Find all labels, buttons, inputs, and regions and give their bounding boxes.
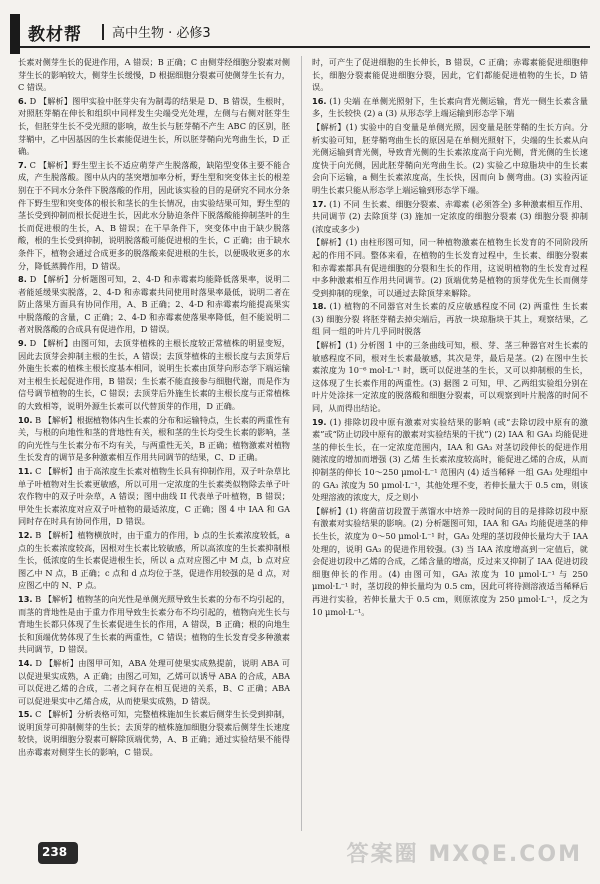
page-header [10,6,590,60]
answer-item [18,337,290,413]
answer-text: C 【解析】野生型主长不适应萌芽产生脱落酸，缺陷型变体主要不能合成，产生脱落酸。图中从内的茎突增加率分析，野生型和突变体主长的根差别在于不同水分条件下脱落酸的作用，因此该实验的目的是研究不同水分条件下野生型和突变体的根长和茎长的生长情况，由实验结果可知，野生型的茎长受到抑制而根长促进生长，因此水分胁迫条件下脱落酸能抑制茎叶的生长而促进根的生长，A、B 错误；在干旱条件下，突变体中由于缺少脱落酸，根的生长受到抑制，说明脱落酸可能促进根的生长，C 正确；由于缺水条件下，植物会通过合成更多的脱落酸来促进根的生长，以便吸收更多的水分，降低蒸腾作用，D 错误。 [18,159,290,271]
column-divider [301,56,302,831]
answer-text: 长素对侧芽生长的促进作用，A 错误；B 正确；C 由侧芽经细胞分裂素对侧芽生长的影响较大，侧芽生长缓慢，D 根据细胞分裂素可使侧芽生长有力，C 错误。 [18,57,290,93]
answer-text: B 【解析】植物横放时，由于重力的作用，b 点的生长素浓度较低，a 点的生长素浓度较高，因根对生长素比较敏感，所以高浓度的生长素抑制根生长，低浓度的生长素促进根生长，所以 a 点对应图乙中 M 点，b 点对应图乙中 N 点，B 正确；c 点和 d 点均位于茎，促进作用较强的是 d 点，对应图乙中的 N、P 点。 [18,529,290,591]
answer-item [18,159,290,272]
question-number: 14. [18,657,33,668]
question-number: 7. [18,159,27,170]
answer-text: C 【解析】分析表格可知，完整植株施加生长素后侧芽生长受到抑制，说明顶芽可抑制侧芽的生长；去顶芽的植株施加细胞分裂素后侧芽生长速度较快，说明细胞分裂素可解除顶端优势，A、B 正确；通过实验结果不能得出赤霉素对侧芽生长的影响，C 错误。 [18,709,290,758]
answer-item [18,273,290,336]
answer-text: B 【解析】植物茎的向光性是单侧光照导致生长素的分布不均引起的，而茎的背地性是由于重力作用导致生长素分布不均引起的，植物向光生长与背地生长都只体现了生长素促进生长的作用，A 错误，B 正确；根的向地生长和顶端优势体现了生长素的两重性，C 错误；植物的生长发育受多种激素共同调节，D 错误。 [18,593,290,655]
answer-item [18,56,290,94]
answer-text: (1) 排除切段中原有激素对实验结果的影响 (或“去除切段中原有的激素”或“防止切段中原有的激素对实验结果的干扰”) (2) IAA 和 GA₃ 均能促进茎的伸长生长，在一定浓度范围内，IAA 和 GA₃ 对茎切段伸长的促进作用随浓度的增加而增强 (3) 乙烯 生长素浓度较高时，能促进乙烯的合成，从而抑制茎的伸长 10～250 μmol·L⁻¹ 范围内 (4) 适当稀释 一组 GA₃ 处理组中的 GA₃ 浓度为 50 μmol·L⁻¹，其他处理不变，若伸长量大于 0.5 cm，则该处理溶液的浓度大，反之则小 [312,416,588,503]
answer-item [312,300,588,338]
header-separator [102,24,104,40]
answer-item [18,657,290,707]
page-footer [20,836,590,872]
answer-text: (1) 不同 生长素、细胞分裂素、赤霉素 (必须答全) 多种激素相互作用、共同调节 (2) 去除顶芽 (3) 施加一定浓度的细胞分裂素 (3) 细胞分裂 抑制 (浓度或多少) [312,198,588,234]
question-number: 11. [18,466,33,476]
question-number: 12. [18,529,33,540]
question-number: 18. [312,301,327,312]
answer-text: D 【解析】由图甲可知，ABA 处理可使果实成熟提前，说明 ABA 可以促进果实成熟，A 正确；由图乙可知，乙烯可以诱导 ABA 的合成，ABA 可以促进乙烯的合成，二者之间存在相互促进的关系，B、C 正确；ABA 可以促进果实中乙烯合成，从而使果实成熟，D 错误。 [18,657,290,706]
answer-text: C 【解析】由于高浓度生长素对植物生长具有抑制作用，双子叶杂草比单子叶植物对生长素更敏感，所以可用一定浓度的生长素类似物除去单子叶农作物中的双子叶杂草，A 错误；图中曲线 II 代表单子叶植物，B 错误；甲处生长素浓度对应双子叶植物的最适浓度，C 正确；图 4 中 IAA 和 GA 同时存在时具有协同作用，D 错误。 [18,466,290,527]
question-number: 8. [18,274,27,285]
header-corner-mark [10,14,20,54]
answer-item [18,529,290,592]
answer-item [18,708,290,758]
answer-text: B 【解析】根据植物体内生长素的分布和运输特点，生长素的两重性有关，与根的向地性和茎的背地性有关，根和茎的生长均受生长素的影响，茎的向光性与生长素分布不均有关，与两重性无关，B 正确；植物激素对植物生长发育的调节是多种激素相互作用共同调节的结果，C、D 正确。 [18,414,290,463]
answer-item [312,95,588,120]
answer-item [312,236,588,299]
answer-text: (1) 植物的不同器官对生长素的反应敏感程度不同 (2) 两重性 生长素 (3) 细胞分裂 将胚芽鞘去掉尖端后，再放一块琼脂块于其上，观察结果，乙组 同一组的叶片几乎同时脱落 [312,301,588,337]
question-number: 15. [18,709,33,720]
question-number: 6. [18,95,27,106]
answer-item [18,95,290,158]
answer-item [312,198,588,236]
question-number: 10. [18,414,33,425]
question-number: 19. [312,416,327,427]
answer-item [312,121,588,197]
answer-item [312,416,588,504]
brand-title: 教材帮 [28,25,82,45]
answer-item [312,56,588,94]
answer-text: D 【解析】分析题图可知，2、4-D 和赤霉素均能降低落果率，说明二者能延缓果实脱落，2、4-D 和赤霉素共同使用时落果率最低，说明二者在防止落果方面具有协同作用，A、B 正确；2、4-D 和赤霉素均能提高果实中脱落酸的含量，C 正确；2、4-D 和赤霉素使落果率降低，但不能说明二者对脱落酸的合成具有促进作用，D 错误。 [18,274,290,335]
answer-item [312,339,588,415]
answer-item [18,593,290,656]
answer-item [18,414,290,464]
answer-text: (1) 尖端 在单侧光照射下，生长素向背光侧运输，背光一侧生长素含量多，生长较快 (2) a (3) 从形态学上端运输到形态学下端 [312,95,588,119]
answer-item [312,505,588,618]
answer-text: D 【解析】图甲实验中胚芽尖有为制毒的结果是 D、B 错误，生根时，对照胚芽鞘在伸长和组织中同样发生尖端受光处理，左侧与右侧对胚芽生长，但胚芽生长不受光照的影响，故生长与胚芽鞘不产生 ABC 的区别，胚芽鞘中，乙中因基因的生长素能促进生长，所以胚芽鞘向光弯曲生长，D 正确。 [18,95,290,157]
answer-text: 【解析】(1) 由柱形图可知，同一种植物激素在植物生长发育的不同阶段所起的作用不同。整体来看，在植物的生长发育过程中，生长素、细胞分裂素和赤霉素都具有促进细胞的分裂和生长的作用，这说明植物的生长发育过程中多种激素相互作用共同调节。(2) 顶端优势是植物的顶芽优先生长而侧芽受到抑制的现象，可以通过去除顶芽来解除。 [312,237,588,298]
answer-text: 【解析】(1) 将菌苗切段置于蒸馏水中培养一段时间的目的是排除切段中原有激素对实验结果的影响。(2) 分析题图可知，IAA 和 GA₃ 均能促进茎的伸长生长，浓度为 0～50 μmol·L⁻¹ 时，GA₃ 处理的茎切段伸长量均大于 IAA 处理的，说明 GA₃ 的促进作用较强。(3) 当 IAA 浓度增高到一定值后，就会促进切段中乙烯的合成，乙烯含量的增高，反过来又抑制了 IAA 促进切段细胞伸长的作用。(4) 由图可知，GA₃ 浓度为 10 μmol·L⁻¹ 与 250 μmol·L⁻¹ 时，茎切段的伸长量均为 0.5 cm，因此可将待测溶液适当稀释后再进行实验，若伸长量大于 0.5 cm，则原浓度为 250 μmol·L⁻¹，反之为 10 μmol·L⁻¹。 [312,505,588,617]
question-number: 17. [312,198,327,209]
page-number: 238 [42,845,68,859]
subject-title: 高中生物 · 必修3 [112,26,211,41]
header-rule [20,46,590,48]
answer-text: D 【解析】由图可知，去顶芽植株的主根长度较正常植株的明显变短，因此去顶芽会抑制主根的生长，A 错误；去顶芽植株的主根长度与去顶芽后外施生长素的植株主根长度基本相同，说明生长素由顶芽向形态学下端运输对主根生长起促进作用，B 错误；生长素不能直接参与细胞代谢，而是作为信号调节植物的生长，C 错误；去顶芽后外施生长素的主根长度与正常植株的大致相等，说明外源生长素可以代替顶芽的作用，D 正确。 [18,338,290,412]
left-column [18,56,290,836]
question-number: 13. [18,593,33,604]
question-number: 9. [18,338,27,349]
question-number: 16. [312,95,327,106]
answer-text: 时，可产生了促进细胞的生长伸长，B 错误，C 正确；赤霉素能促进细胞伸长，细胞分裂素能促进细胞分裂，因此，它们都能促进植物的生长，D 错误。 [312,57,588,93]
watermark: 答案圈 MXQE.COM [346,842,582,867]
answer-item [18,465,290,528]
right-column [312,56,588,836]
answer-text: 【解析】(1) 实验中的自变量是单侧光照，因变量是胚芽鞘的生长方向。分析实验可知，胚芽鞘弯曲生长的原因是在单侧光照射下，尖端的生长素从向光侧运输到背光侧，导致背光侧的生长素浓度高于向光侧，背光侧的生长速度快于向光侧，因此胚芽鞘向光弯曲生长。(2) 实验乙中琼脂块中的生长素会向下运输，a 侧生长素浓度高，生长快，因而向 b 侧弯曲。(3) 实验丙证明生长素只能从形态学上端运输到形态学下端。 [312,121,588,195]
answer-text: 【解析】(1) 分析图 1 中的三条曲线可知，根、芽、茎三种器官对生长素的敏感程度不同，根对生长素最敏感，其次是芽，最后是茎。(2) 在图中生长素浓度为 10⁻⁶ mol·L⁻¹ 时，既可以促进茎的生长，又可以抑制根的生长，这体现了生长素作用的两重性。(3) 据图 2 可知，甲、乙两组实验组分别在叶片处涂抹一定浓度的脱落酸和细胞分裂素，可以观察到叶片脱落的时间不同，从而得出结论。 [312,340,588,414]
